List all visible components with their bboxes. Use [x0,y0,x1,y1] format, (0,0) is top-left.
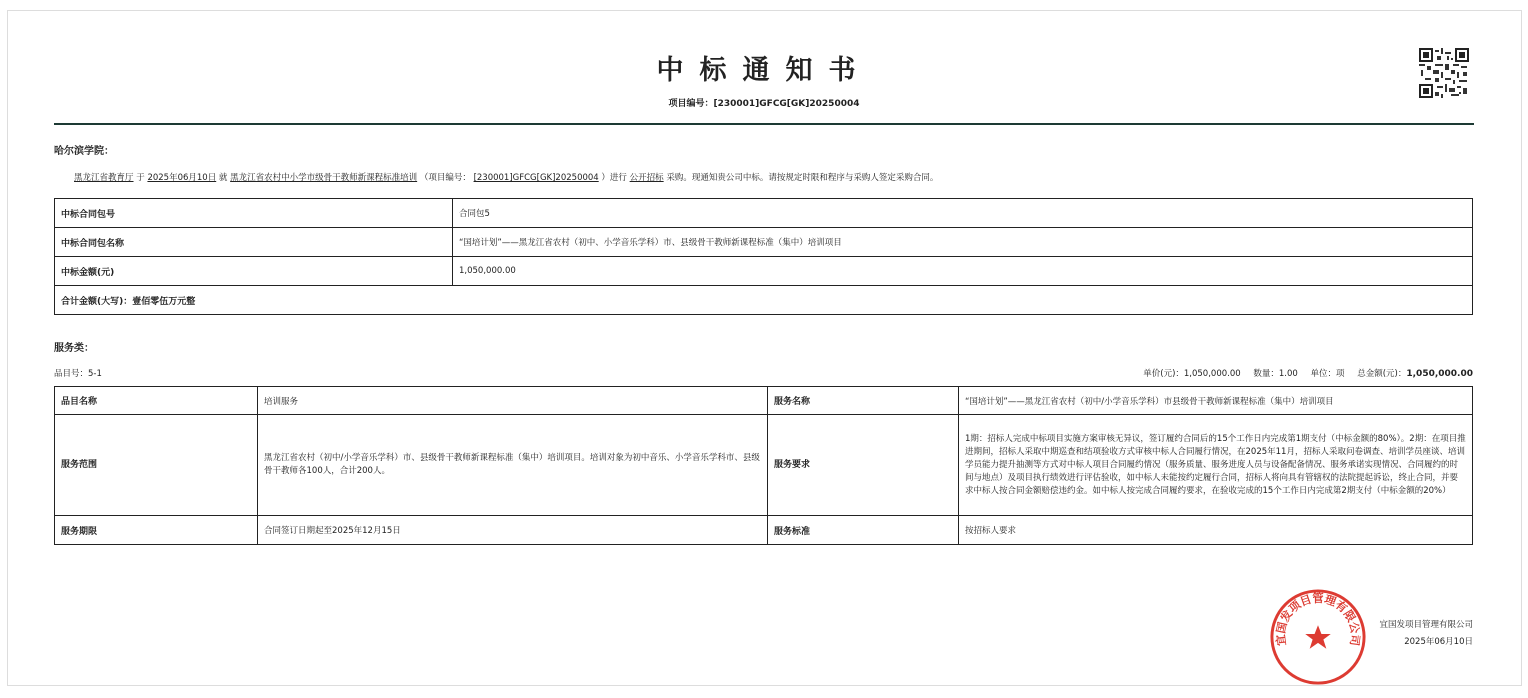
item-number: 品目号：5-1 [54,369,102,379]
service-name-label: 服务名称 [768,387,959,415]
unit-price: 单价(元)：1,050,000.00 [1143,369,1241,379]
buyer-name: 黑龙江省教育厅 [74,173,134,183]
table-row [55,387,1473,415]
signer-block [1379,617,1473,651]
document-frame [7,10,1522,686]
scope-value: 黑龙江省农村（初中/小学音乐学科）市、县级骨干教师新课程标准（集中）培训项目。培训对象为初中音乐、小学音乐学科市、县级骨干教师各100人，合计200人。 [258,415,768,516]
quantity: 数量：1.00 [1253,369,1298,379]
period-label: 服务期限 [55,516,258,545]
addressee: 哈尔滨学院： [54,146,114,157]
signer-company: 宜国发项目管理有限公司 [1379,620,1473,630]
standard-label: 服务标准 [768,516,959,545]
requirement-label: 服务要求 [768,415,959,516]
intro-text-4: ）进行 [601,173,627,183]
amount-value: 1,050,000.00 [453,257,1473,286]
service-table [54,386,1473,545]
intro-text-3: （项目编号： [419,173,471,183]
notice-intro [74,171,938,183]
header-divider [54,123,1474,125]
total-amount-words: 合计金额(大写)：壹佰零伍万元整 [55,286,1473,315]
unit: 单位：项 [1310,369,1345,379]
scope-label: 服务范围 [55,415,258,516]
service-name-value: “国培计划”——黑龙江省农村（初中/小学音乐学科）市县级骨干教师新课程标准（集中）培训项目 [959,387,1473,415]
intro-text-5: 采购。现通知贵公司中标。请按规定时限和程序与采购人签定采购合同。 [666,173,939,183]
package-label: 中标合同包号 [55,199,453,228]
total-amount-label: 总金额(元)： [1357,369,1407,379]
table-row [55,415,1473,516]
table-row [55,257,1473,286]
amount-label: 中标金额(元) [55,257,453,286]
table-row [55,516,1473,545]
project-number-line: 项目编号：[230001]GFCG[GK]20250004 [668,99,860,109]
item-name-value: 培训服务 [258,387,768,415]
intro-text-2: 就 [218,173,228,183]
standard-value: 按招标人要求 [959,516,1473,545]
project-name: 黑龙江省农村中小学市级骨干教师新课程标准培训 [230,173,418,183]
table-row [55,199,1473,228]
page-title: 中标通知书 [656,55,872,86]
bid-date: 2025年06月10日 [147,173,217,183]
procurement-method: 公开招标 [629,173,664,183]
svg-text:宜国发项目管理有限公司: 宜国发项目管理有限公司 [1274,592,1362,647]
package-name-value: “国培计划”——黑龙江省农村（初中、小学音乐学科）市、县级骨干教师新课程标准（集中）培训项目 [453,228,1473,257]
package-value: 合同包5 [453,199,1473,228]
company-seal-icon [1269,588,1367,686]
total-amount: 1,050,000.00 [1406,369,1473,379]
package-name-label: 中标合同包名称 [55,228,453,257]
contract-table [54,198,1473,315]
item-meta [1133,367,1473,379]
item-name-label: 品目名称 [55,387,258,415]
qr-code-icon [1419,48,1469,98]
table-row [55,286,1473,315]
period-value: 合同签订日期起至2025年12月15日 [258,516,768,545]
signer-date: 2025年06月10日 [1404,637,1473,647]
table-row [55,228,1473,257]
intro-text-1: 于 [136,173,145,183]
service-heading: 服务类： [54,343,94,354]
project-number: [230001]GFCG[GK]20250004 [473,173,599,183]
requirement-value: 1期：招标人完成中标项目实施方案审核无异议，签订履约合同后的15个工作日内完成第1期支付（中标金额的80%）。2期：在项目推进期间，招标人采取中期巡查和结项验收方式审核中标人合同履行情况，在2025年11月，招标人采取问卷调查、培训学员座谈、培训学员能力提升抽测等方式对中标人项目合同履约情况（服务质量、服务进度人员与设备配备情况、服务承诺实现情况、合同履约的时间与地点）及项目执行绩效进行评估验收，如中标人未能按约定履行合同，招标人将向具有管辖权的法院提起诉讼，终止合同，并要求中标人按合同金额赔偿违约金。如中标人按完成合同履约要求，在验收完成的15个工作日内完成第2期支付（中标金额的20%） [959,415,1473,516]
